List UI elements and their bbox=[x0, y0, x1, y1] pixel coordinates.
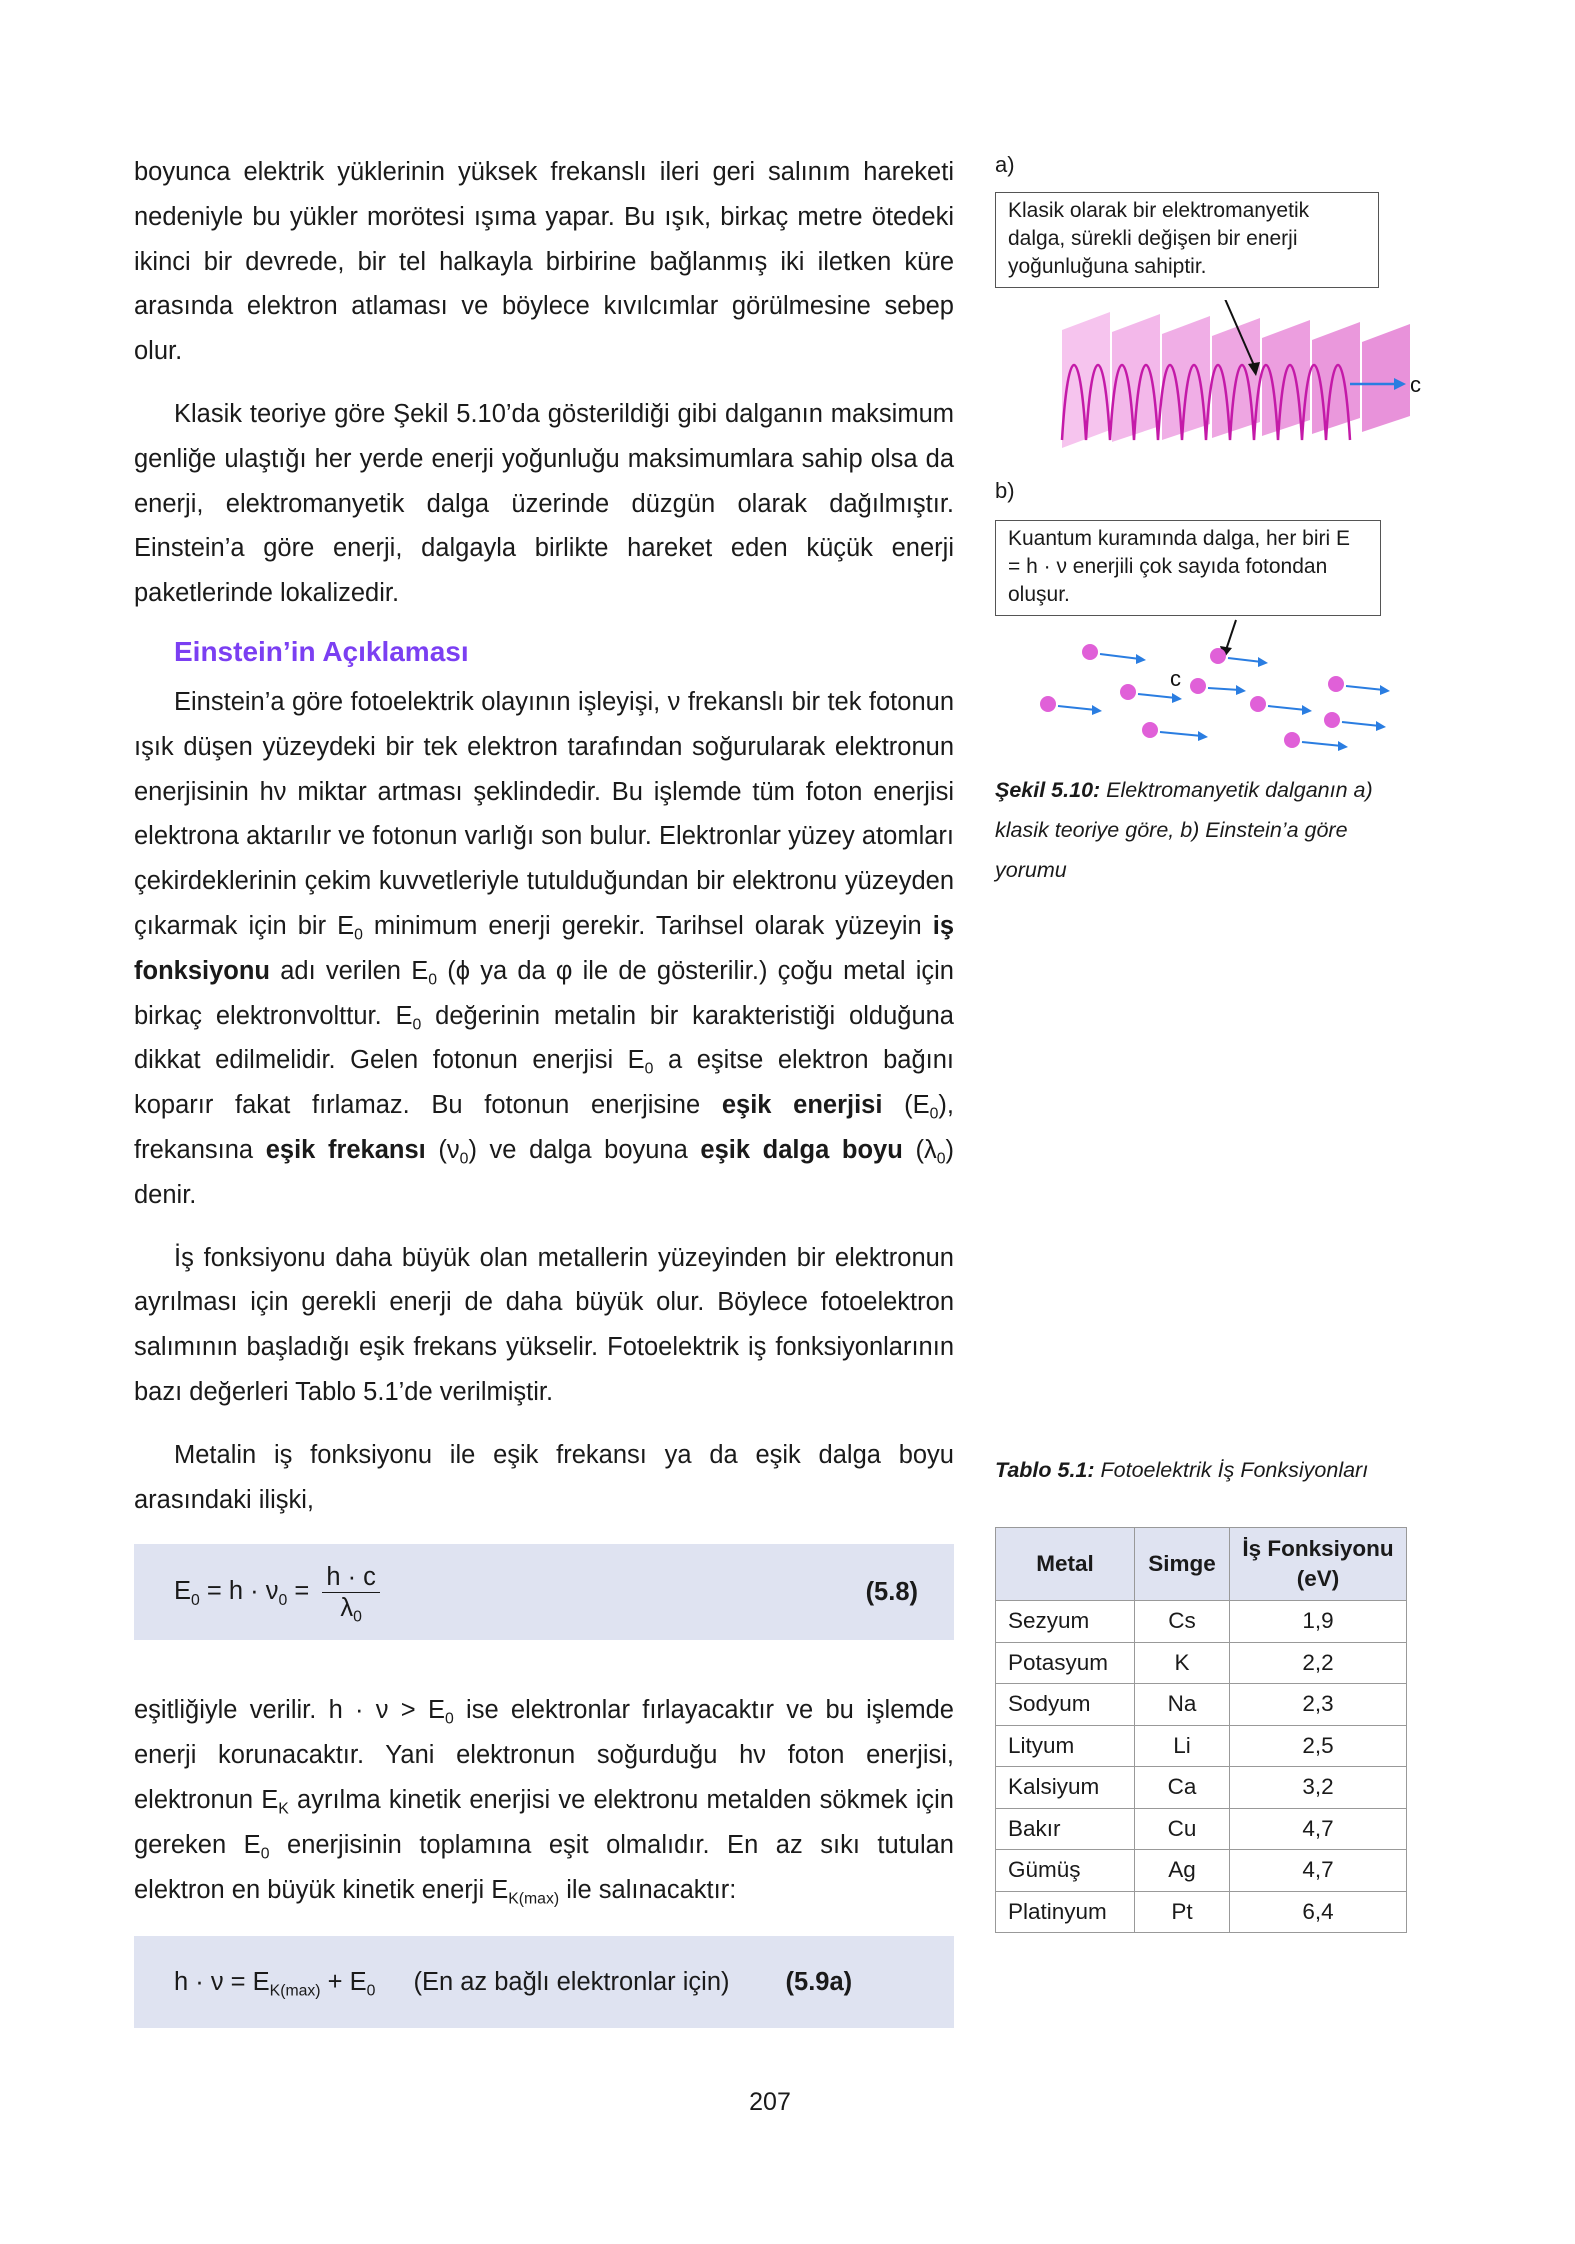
figure-callout-a: Klasik olarak bir elektromanyetik dalga, sürekli değişen bir enerji yoğunluğuna sahiptir. bbox=[995, 192, 1379, 288]
equation-number: (5.8) bbox=[865, 1577, 918, 1606]
symbol-cell: Ag bbox=[1135, 1850, 1230, 1892]
value-cell: 1,9 bbox=[1230, 1601, 1407, 1643]
table-row bbox=[996, 1767, 1407, 1809]
equation-5-8-formula: $E_0 = h \cdot \nu_0$ = $\frac{h \cdot c}{\lambda_0}$ bbox=[174, 1562, 380, 1623]
table-row bbox=[996, 1642, 1407, 1684]
value-cell: 2,3 bbox=[1230, 1684, 1407, 1726]
photon bbox=[1082, 644, 1146, 664]
photon bbox=[1328, 676, 1390, 695]
column-header-metal: Metal bbox=[996, 1528, 1135, 1601]
paragraph-5: Metalin iş fonksiyonu ile eşik frekansı ya da eşik dalga boyu arasındaki ilişki, bbox=[134, 1440, 954, 1514]
figure-label-a: a) bbox=[995, 152, 1015, 177]
photon bbox=[1284, 732, 1348, 751]
column-header-symbol: Simge bbox=[1135, 1528, 1230, 1601]
paragraph-1: boyunca elektrik yüklerinin yüksek frekanslı ileri geri salınım hareketi nedeniyle bu yükler morötesi ışıma yapar. Bu ışık, birkaç metre ötedeki ikinci bir devrede, bir tel halkayla birbirine bağlanmış iki iletken küre arasında elektron atlaması ve böylece kıvılcımlar görülmesine sebep olur. bbox=[134, 158, 954, 366]
metal-cell: Potasyum bbox=[996, 1642, 1135, 1684]
symbol-cell: K bbox=[1135, 1642, 1230, 1684]
value-cell: 6,4 bbox=[1230, 1891, 1407, 1933]
table-header-row bbox=[996, 1528, 1407, 1601]
figure-label-b: b) bbox=[995, 478, 1015, 503]
equation-5-9a bbox=[134, 1936, 954, 2028]
page-number: 207 bbox=[749, 2088, 791, 2116]
term-threshold-energy: eşik enerjisi bbox=[721, 1091, 883, 1120]
classical-wave-figure bbox=[1050, 300, 1430, 450]
main-column bbox=[134, 150, 954, 2028]
metal-cell: Sodyum bbox=[996, 1684, 1135, 1726]
table-caption: Tablo 5.1: Fotoelektrik İş Fonksiyonları bbox=[995, 1458, 1369, 1482]
column-header-work-function: İş Fonksiyonu (eV) bbox=[1230, 1528, 1407, 1601]
c-label-b: c bbox=[1170, 666, 1181, 691]
symbol-cell: Li bbox=[1135, 1725, 1230, 1767]
photon bbox=[1210, 648, 1268, 667]
metal-cell: Lityum bbox=[996, 1725, 1135, 1767]
value-cell: 4,7 bbox=[1230, 1808, 1407, 1850]
term-threshold-wavelength: eşik dalga boyu bbox=[700, 1135, 903, 1164]
equation-number: (5.9a) bbox=[785, 1967, 853, 1996]
photon bbox=[1324, 712, 1386, 731]
photons bbox=[1040, 644, 1390, 751]
table-row bbox=[996, 1850, 1407, 1892]
metal-cell: Platinyum bbox=[996, 1891, 1135, 1933]
fraction: $\frac{h \cdot c}{\lambda_0}$ bbox=[322, 1562, 380, 1623]
symbol-cell: Na bbox=[1135, 1684, 1230, 1726]
metal-cell: Sezyum bbox=[996, 1601, 1135, 1643]
metal-cell: Bakır bbox=[996, 1808, 1135, 1850]
table-row bbox=[996, 1725, 1407, 1767]
figure-caption: Şekil 5.10: Elektromanyetik dalganın a) klasik teoriye göre, b) Einstein’a göre yorumu bbox=[995, 778, 1373, 882]
paragraph-2: Klasik teoriye göre Şekil 5.10’da gösterildiği gibi dalganın maksimum genliğe ulaştığı her yerde enerji yoğunluğu maksimumlara sahip olsa da enerji, elektromanyetik dalga üzerinde düzgün olarak dağılmıştır. Einstein’a göre enerji, dalgayla birlikte hareket eden küçük enerji paketlerinde lokalizedir. bbox=[134, 399, 954, 608]
section-heading: Einstein’in Açıklaması bbox=[174, 635, 469, 667]
photon bbox=[1190, 678, 1246, 695]
c-label-a: c bbox=[1410, 372, 1421, 397]
pointer-arrow-b bbox=[1226, 620, 1236, 650]
metal-cell: Kalsiyum bbox=[996, 1767, 1135, 1809]
paragraph-4: İş fonksiyonu daha büyük olan metallerin yüzeyinden bir elektronun ayrılması için gerekli enerji de daha büyük olur. Böylece fotoelektron salımının başladığı eşik frekans yükselir. Fotoelektrik iş fonksiyonlarının bazı değerleri Tablo 5.1’de verilmiştir. bbox=[134, 1243, 954, 1406]
figure-callout-b: Kuantum kuramında dalga, her biri E = h · ν enerjili çok sayıda fotondan oluşur. bbox=[995, 520, 1381, 616]
value-cell: 2,5 bbox=[1230, 1725, 1407, 1767]
table-row bbox=[996, 1891, 1407, 1933]
photon bbox=[1142, 722, 1208, 741]
symbol-cell: Ca bbox=[1135, 1767, 1230, 1809]
table-row bbox=[996, 1808, 1407, 1850]
photon bbox=[1250, 696, 1312, 715]
metal-cell: Gümüş bbox=[996, 1850, 1135, 1892]
paragraph-3: Einstein’a göre fotoelektrik olayının işleyişi, ν frekanslı bir tek fotonun ışık düşen yüzeydeki bir tek elektron tarafından soğurularak elektronun enerjisinin hν miktar artması şeklindedir. Bu işlemde tüm foton enerjisi elektrona aktarılır ve fotonun varlığı son bulur. Elektronlar yüzey atomları çekirdeklerinin çekim kuvvetleriyle tutulduğundan bir elektronu yüzeyden çıkarmak için bir $E_0$ minimum enerji gerekir. Tarihsel olarak yüzeyin iş fonksiyonu adı verilen $E_0$ (ϕ ya da φ ile de gösterilir.) çoğu metal için birkaç elektronvolttur. $E_0$ değerinin metalin bir karakteristiği olduğuna dikkat edilmelidir. Gelen fotonun enerjisi $E_0$ a eşitse elektron bağını koparır fakat fırlamaz. Bu fotonun enerjisine eşik enerjisi $(E_0)$, frekansına eşik frekansı $(\nu_0)$ ve dalga boyuna eşik dalga boyu $(\lambda_0)$ denir. bbox=[134, 687, 955, 1209]
equation-5-8 bbox=[134, 1544, 954, 1640]
value-cell: 3,2 bbox=[1230, 1767, 1407, 1809]
equation-5-9a-formula: $h \cdot \nu = E_{K(max)} + E_0$ bbox=[174, 1967, 376, 2000]
table-row bbox=[996, 1684, 1407, 1726]
symbol-cell: Pt bbox=[1135, 1891, 1230, 1933]
symbol-cell: Cs bbox=[1135, 1601, 1230, 1643]
value-cell: 2,2 bbox=[1230, 1642, 1407, 1684]
table-row bbox=[996, 1601, 1407, 1643]
value-cell: 4,7 bbox=[1230, 1850, 1407, 1892]
equation-note: (En az bağlı elektronlar için) bbox=[413, 1967, 730, 1996]
photon-figure bbox=[1030, 614, 1430, 764]
term-work-function: iş fonksiyonu bbox=[134, 911, 955, 985]
photon bbox=[1040, 696, 1102, 715]
work-function-table bbox=[995, 1527, 1407, 1933]
term-threshold-frequency: eşik frekansı bbox=[265, 1135, 426, 1164]
symbol-cell: Cu bbox=[1135, 1808, 1230, 1850]
paragraph-6: eşitliğiyle verilir. $h \cdot \nu > E_0$ ise elektronlar fırlayacaktır ve bu işlemde enerji korunacaktır. Yani elektronun soğurduğu hν foton enerjisi, elektronun $E_K$ ayrılma kinetik enerjisi ve elektronu metalden sökmek için gereken $E_0$ enerjisinin toplamına eşit olmalıdır. En az sıkı tutulan elektron en büyük kinetik enerji $E_{K(max)}$ ile salınacaktır: bbox=[134, 1696, 954, 1908]
